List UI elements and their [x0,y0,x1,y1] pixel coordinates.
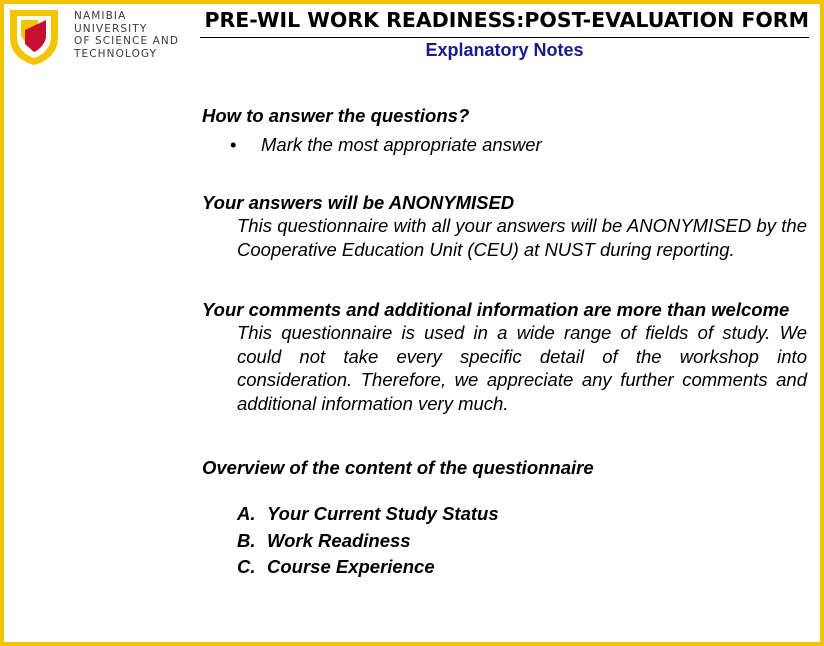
section-body-comments: This questionnaire is used in a wide range of fields of study. We could not take every specific detail of the workshop into consideration. Therefore, we appreciate any further comments and additional information very much. [237,322,807,414]
list-item [237,501,807,528]
bullet-text: Mark the most appropriate answer [261,134,542,155]
university-name-line: OF SCIENCE AND [74,35,180,47]
list-item-letter: C. [237,556,256,577]
list-item-label: Work Readiness [267,529,411,551]
list-item [237,554,807,581]
university-name [74,10,179,60]
university-name-line: UNIVERSITY [74,22,148,35]
list-item-label: Your Current Study Status [267,503,499,524]
explanatory-notes [202,104,807,581]
form-subtitle: Explanatory Notes [425,40,584,60]
form-title: PRE-WIL WORK READINESS:POST-EVALUATION FORM [204,8,809,32]
list-item-letter: B. [237,529,256,551]
list-item-letter: A. [237,503,256,524]
title-divider [200,37,809,38]
university-name-line: TECHNOLOGY [74,47,158,60]
bullet-icon: • [230,134,237,155]
section-body-anonymised: This questionnaire with all your answers will be ANONYMISED by the Cooperative Education Unit (CEU) at NUST during reporting. [237,215,807,260]
section-heading-anonymised: Your answers will be ANONYMISED [202,192,515,213]
section-heading-comments: Your comments and additional information are more than welcome [202,299,790,320]
section-heading-overview: Overview of the content of the questionnaire [202,457,594,478]
university-name-line: NAMIBIA [74,10,127,22]
university-shield-logo-icon [8,8,60,66]
overview-list [237,501,807,581]
list-item-label: Course Experience [267,556,435,577]
list-item [237,528,807,555]
section-heading-how-to: How to answer the questions? [202,105,470,126]
bullet-item [230,133,807,156]
